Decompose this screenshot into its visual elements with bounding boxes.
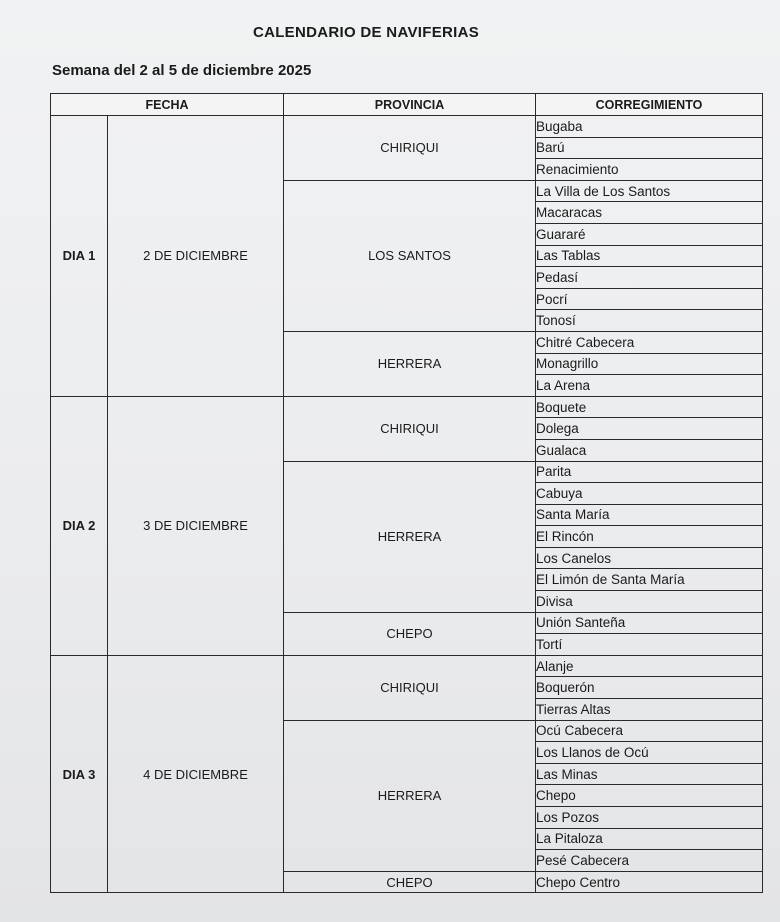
corregimiento-cell: Monagrillo bbox=[536, 353, 763, 375]
table-row bbox=[51, 655, 763, 677]
corregimiento-cell: Chepo bbox=[536, 785, 763, 807]
corregimiento-cell: Dolega bbox=[536, 418, 763, 440]
province-cell: CHIRIQUI bbox=[284, 116, 536, 181]
corregimiento-cell: Las Minas bbox=[536, 763, 763, 785]
corregimiento-cell: Tonosí bbox=[536, 310, 763, 332]
corregimiento-cell: Los Pozos bbox=[536, 807, 763, 829]
corregimiento-cell: Santa María bbox=[536, 504, 763, 526]
corregimiento-cell: Unión Santeña bbox=[536, 612, 763, 634]
date-cell: 2 DE DICIEMBRE bbox=[108, 116, 284, 397]
corregimiento-cell: Guararé bbox=[536, 223, 763, 245]
header-provincia: PROVINCIA bbox=[284, 94, 536, 116]
header-fecha: FECHA bbox=[51, 94, 284, 116]
corregimiento-cell: Alanje bbox=[536, 655, 763, 677]
province-cell: CHIRIQUI bbox=[284, 655, 536, 720]
corregimiento-cell: Ocú Cabecera bbox=[536, 720, 763, 742]
corregimiento-cell: Renacimiento bbox=[536, 159, 763, 181]
corregimiento-cell: Boquerón bbox=[536, 677, 763, 699]
province-cell: HERRERA bbox=[284, 331, 536, 396]
corregimiento-cell: Macaracas bbox=[536, 202, 763, 224]
corregimiento-cell: Los Llanos de Ocú bbox=[536, 742, 763, 764]
corregimiento-cell: Tortí bbox=[536, 634, 763, 656]
corregimiento-cell: Tierras Altas bbox=[536, 699, 763, 721]
corregimiento-cell: El Rincón bbox=[536, 526, 763, 548]
calendar-body bbox=[51, 116, 763, 893]
corregimiento-cell: Cabuya bbox=[536, 483, 763, 505]
province-cell: LOS SANTOS bbox=[284, 180, 536, 331]
province-cell: CHEPO bbox=[284, 871, 536, 893]
corregimiento-cell: Pocrí bbox=[536, 288, 763, 310]
province-cell: CHEPO bbox=[284, 612, 536, 655]
corregimiento-cell: El Limón de Santa María bbox=[536, 569, 763, 591]
day-label: DIA 2 bbox=[51, 396, 108, 655]
header-corregimiento: CORREGIMIENTO bbox=[536, 94, 763, 116]
date-cell: 4 DE DICIEMBRE bbox=[108, 655, 284, 893]
corregimiento-cell: La Arena bbox=[536, 375, 763, 397]
naviferias-calendar-table bbox=[50, 93, 763, 893]
province-cell: HERRERA bbox=[284, 720, 536, 871]
table-row bbox=[51, 116, 763, 138]
document-title: CALENDARIO DE NAVIFERIAS bbox=[252, 24, 480, 41]
corregimiento-cell: La Villa de Los Santos bbox=[536, 180, 763, 202]
corregimiento-cell: Barú bbox=[536, 137, 763, 159]
corregimiento-cell: Chitré Cabecera bbox=[536, 331, 763, 353]
day-label: DIA 3 bbox=[51, 655, 108, 893]
table-row bbox=[51, 396, 763, 418]
corregimiento-cell: Divisa bbox=[536, 591, 763, 613]
corregimiento-cell: Las Tablas bbox=[536, 245, 763, 267]
corregimiento-cell: Parita bbox=[536, 461, 763, 483]
week-subtitle: Semana del 2 al 5 de diciembre 2025 bbox=[52, 62, 312, 79]
corregimiento-cell: Chepo Centro bbox=[536, 871, 763, 893]
corregimiento-cell: Gualaca bbox=[536, 439, 763, 461]
corregimiento-cell: Boquete bbox=[536, 396, 763, 418]
corregimiento-cell: Pedasí bbox=[536, 267, 763, 289]
corregimiento-cell: Los Canelos bbox=[536, 547, 763, 569]
province-cell: CHIRIQUI bbox=[284, 396, 536, 461]
header-row bbox=[51, 94, 763, 116]
province-cell: HERRERA bbox=[284, 461, 536, 612]
corregimiento-cell: La Pitaloza bbox=[536, 828, 763, 850]
corregimiento-cell: Pesé Cabecera bbox=[536, 850, 763, 872]
day-label: DIA 1 bbox=[51, 116, 108, 397]
corregimiento-cell: Bugaba bbox=[536, 116, 763, 138]
date-cell: 3 DE DICIEMBRE bbox=[108, 396, 284, 655]
